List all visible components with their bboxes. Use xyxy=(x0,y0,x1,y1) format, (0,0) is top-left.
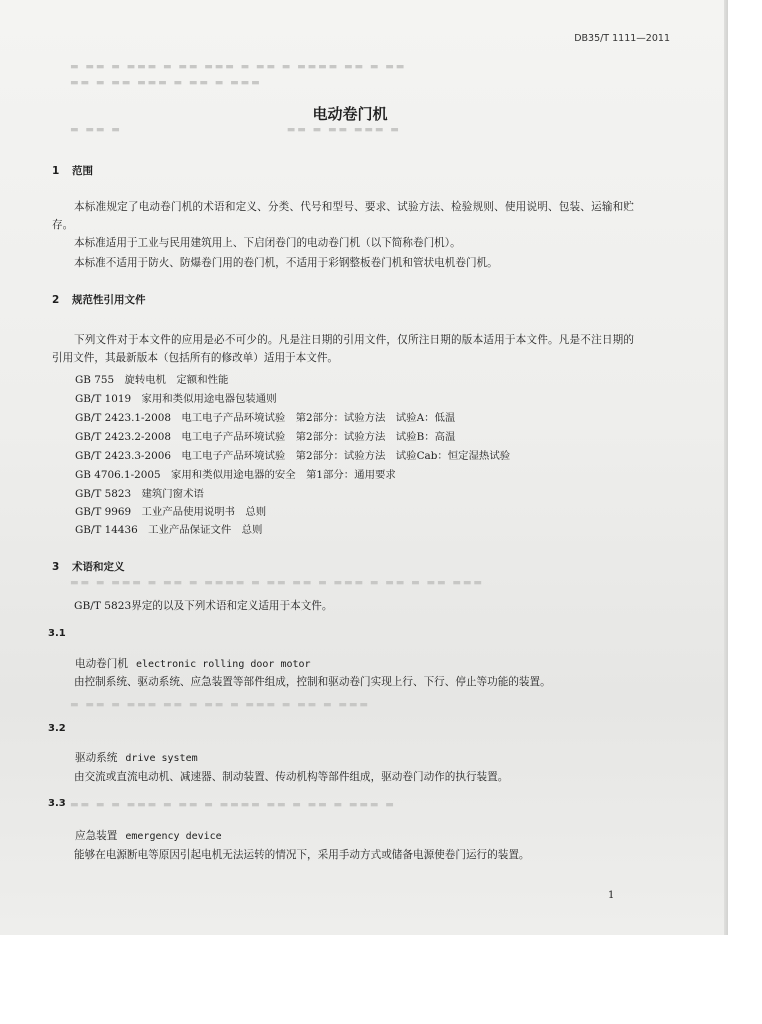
section-title: 术语和定义 xyxy=(72,561,125,573)
term-number: 3.1 xyxy=(48,628,66,639)
term-definition: 由交流或直流电动机、减速器、制动装置、传动机构等部件组成，驱动卷门动作的执行装置。 xyxy=(74,771,509,783)
term-english: emergency device xyxy=(125,831,222,842)
term-heading xyxy=(75,828,222,843)
references-intro: 下列文件对于本文件的应用是必不可少的。凡是注日期的引用文件，仅所注日期的版本适用于本文件。凡是不注日期的引用文件，其最新版本（包括所有的修改单）适用于本文件。 xyxy=(52,334,634,364)
term-chinese: 驱动系统 xyxy=(75,752,118,764)
bleed-through-texture: ▬ ▬▬ ▬ ▬▬▬ ▬ ▬▬ ▬▬▬ ▬ ▬▬ ▬ ▬▬▬▬ ▬▬ ▬ ▬▬ xyxy=(70,62,407,72)
scope-paragraph-1: 本标准规定了电动卷门机的术语和定义、分类、代号和型号、要求、试验方法、检验规则、使用说明、包装、运输和贮存。 xyxy=(52,201,634,231)
term-definition: 能够在电源断电等原因引起电机无法运转的情况下，采用手动方式或储备电源使卷门运行的装置。 xyxy=(74,849,530,861)
scope-paragraph-2: 本标准适用于工业与民用建筑用上、下启闭卷门的电动卷门机（以下简称卷门机）。 xyxy=(74,237,461,249)
term-definition: 由控制系统、驱动系统、应急装置等部件组成，控制和驱动卷门实现上行、下行、停止等功能的装置。 xyxy=(74,676,551,688)
reference-item: GB/T 2423.2-2008 电工电子产品环境试验 第2部分：试验方法 试验B：高温 xyxy=(75,431,456,443)
term-chinese: 电动卷门机 xyxy=(75,658,128,670)
scope-paragraph-3: 本标准不适用于防火、防爆卷门用的卷门机，不适用于彩钢整板卷门机和管状电机卷门机。 xyxy=(74,257,498,269)
term-english: drive system xyxy=(125,753,198,764)
section-3-heading xyxy=(52,559,125,574)
reference-item: GB/T 14436 工业产品保证文件 总则 xyxy=(75,524,263,536)
section-number: 3 xyxy=(52,561,60,573)
section-title: 规范性引用文件 xyxy=(72,294,146,306)
term-heading xyxy=(75,750,198,765)
term-number: 3.2 xyxy=(48,723,66,734)
reference-item: GB/T 2423.1-2008 电工电子产品环境试验 第2部分：试验方法 试验A：低温 xyxy=(75,412,456,424)
terms-intro: GB/T 5823界定的以及下列术语和定义适用于本文件。 xyxy=(74,600,333,612)
reference-item: GB/T 9969 工业产品使用说明书 总则 xyxy=(75,506,267,518)
reference-item: GB 755 旋转电机 定额和性能 xyxy=(75,374,229,386)
reference-item: GB/T 1019 家用和类似用途电器包装通则 xyxy=(75,393,277,405)
bleed-through-texture: ▬▬ ▬ ▬▬ ▬▬▬ ▬ ▬▬ ▬ ▬▬▬ xyxy=(70,78,262,88)
bleed-through-texture: ▬ ▬▬ ▬ ▬▬ ▬ ▬▬ ▬▬▬ ▬ xyxy=(70,125,401,135)
page-edge-shadow xyxy=(724,0,728,935)
reference-item: GB/T 2423.3-2006 电工电子产品环境试验 第2部分：试验方法 试验Cab：恒定湿热试验 xyxy=(75,450,511,462)
standard-code: DB35/T 1111—2011 xyxy=(574,33,670,44)
bleed-through-texture: ▬▬ ▬ ▬ ▬▬▬ ▬ ▬▬ ▬ ▬▬▬▬ ▬▬ ▬ ▬▬ ▬ ▬▬▬ ▬ xyxy=(70,800,396,810)
reference-item: GB/T 5823 建筑门窗术语 xyxy=(75,488,204,500)
reference-item: GB 4706.1-2005 家用和类似用途电器的安全 第1部分：通用要求 xyxy=(75,469,396,481)
document-title: 电动卷门机 xyxy=(312,105,388,123)
page-number: 1 xyxy=(608,890,615,901)
section-number: 1 xyxy=(52,165,60,177)
term-number: 3.3 xyxy=(48,798,66,809)
section-title: 范围 xyxy=(72,165,93,177)
section-2-heading xyxy=(52,292,146,307)
section-number: 2 xyxy=(52,294,60,306)
bleed-through-texture: ▬▬ ▬ ▬▬▬ ▬ ▬▬ ▬ ▬▬▬▬ ▬ ▬▬ ▬▬ ▬ ▬▬▬ ▬ ▬▬ ▬ ▬▬ ▬▬▬ xyxy=(70,578,484,588)
section-1-heading xyxy=(52,163,93,178)
term-english: electronic rolling door motor xyxy=(135,659,311,670)
term-chinese: 应急装置 xyxy=(75,830,118,842)
bleed-through-texture: ▬ ▬▬ ▬ ▬▬▬ ▬▬ ▬ ▬▬ ▬ ▬▬▬ ▬ ▬▬ ▬ ▬▬▬ xyxy=(70,700,370,710)
term-heading xyxy=(75,656,311,671)
